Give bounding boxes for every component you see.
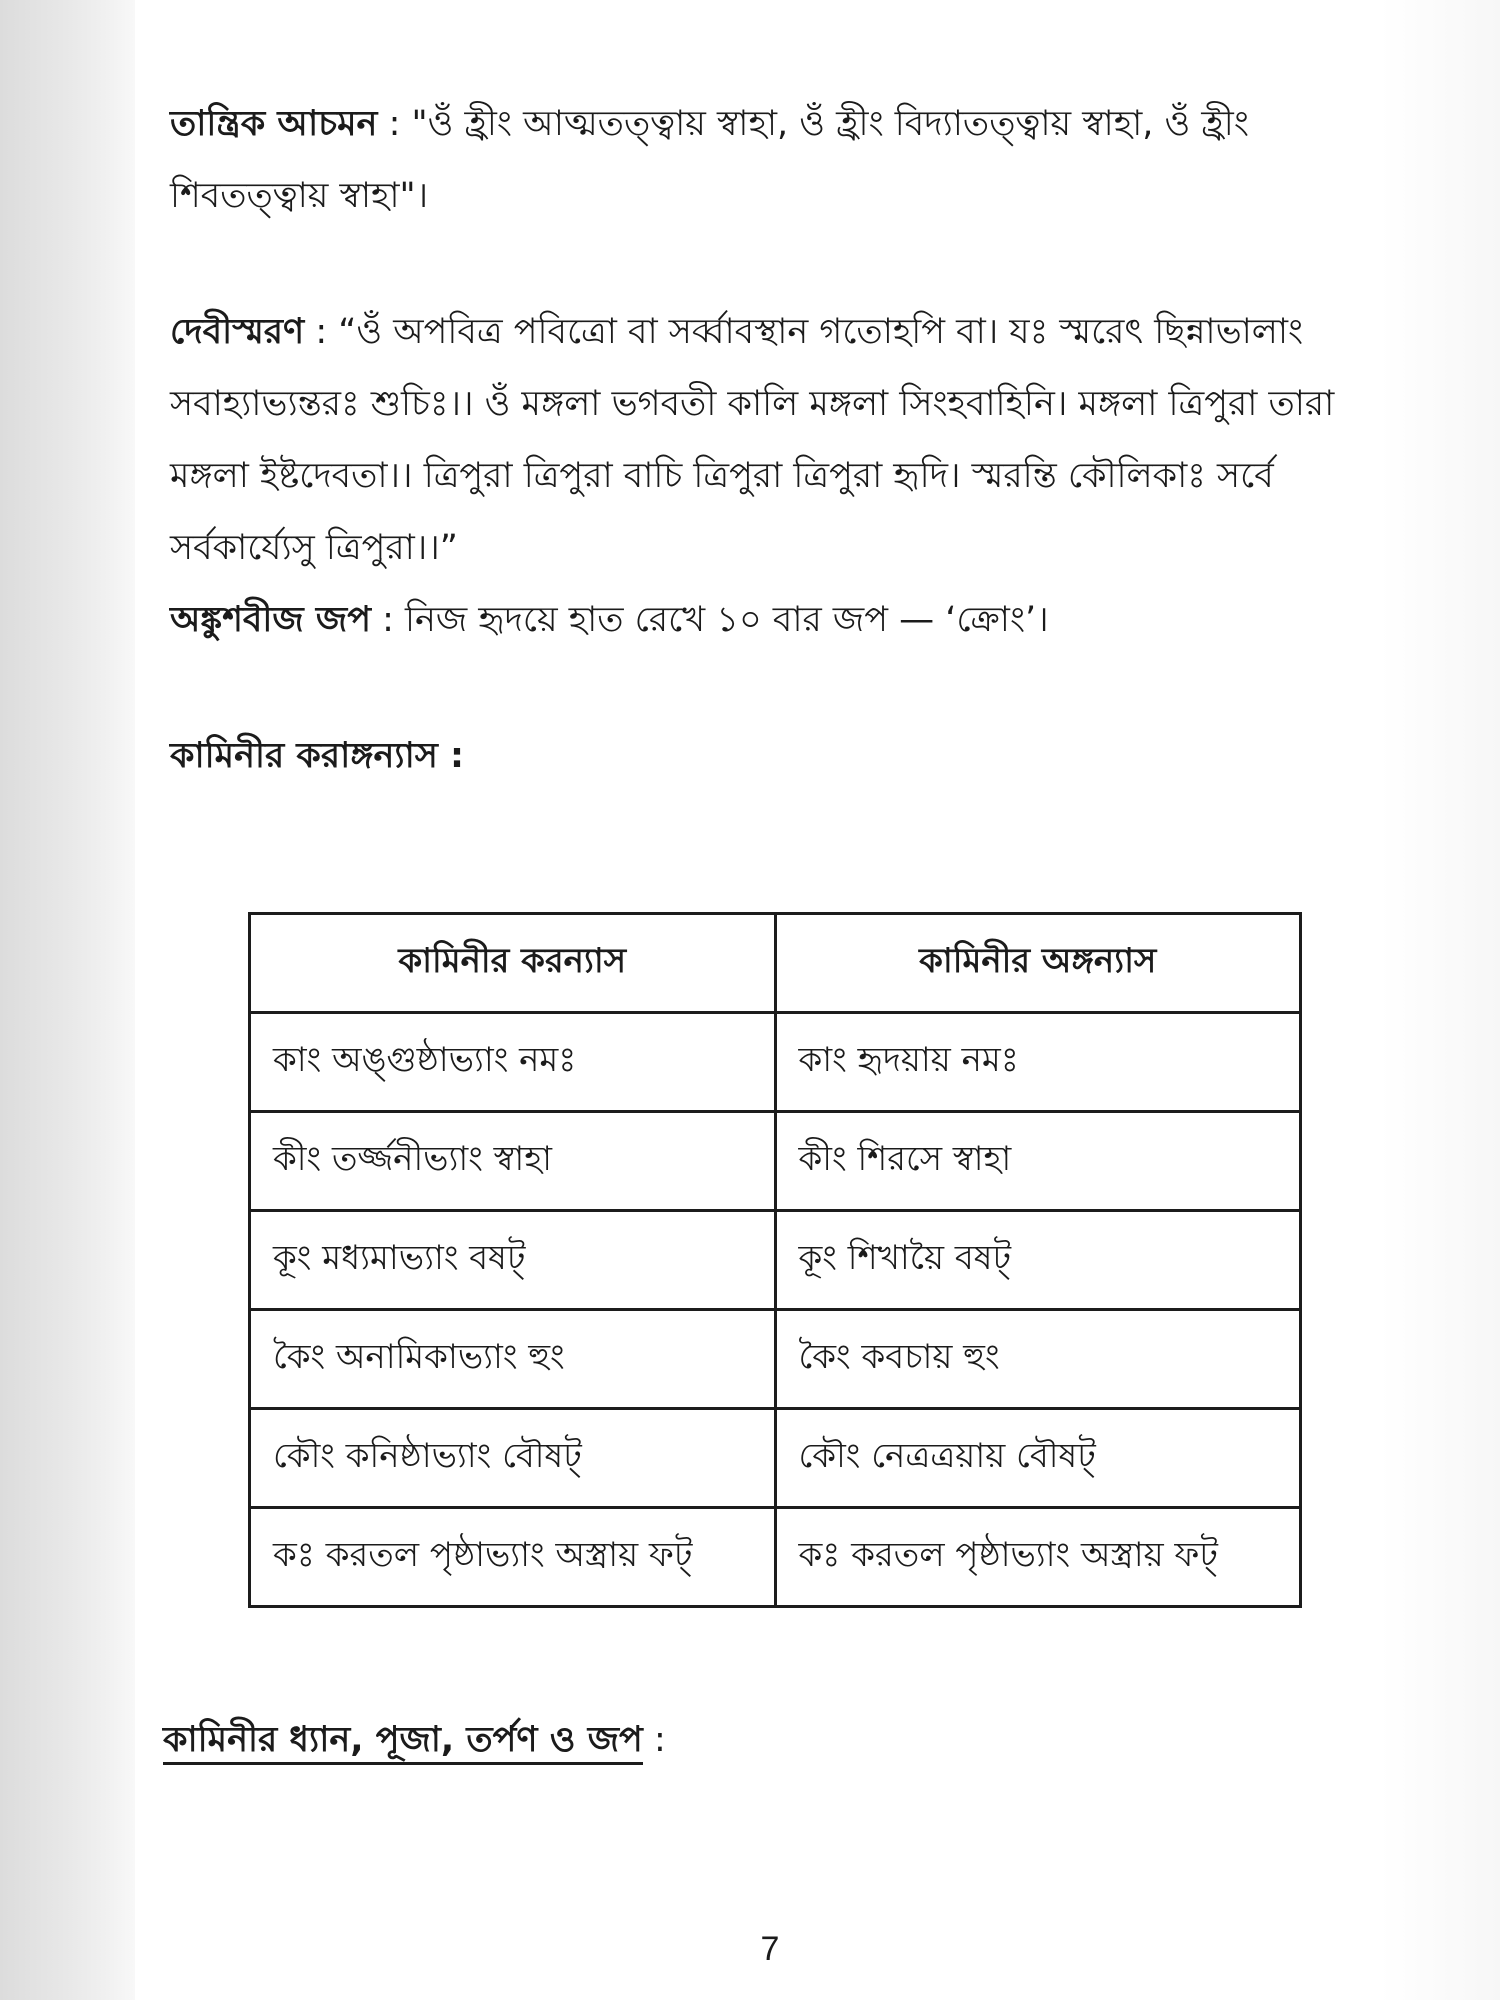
page-body — [170, 88, 1360, 786]
table-cell: কৈং কবচায় হুং — [775, 1310, 1301, 1409]
paragraph-text: "ওঁ হ্রীং আত্মতত্ত্বায় স্বাহা, ওঁ হ্রীং বিদ্যাতত্ত্বায় স্বাহা, ওঁ হ্রীং শিবতত্ত্বায় স্বাহা"। — [170, 104, 1249, 216]
table-cell: কাং অঙ্গুষ্ঠাভ্যাং নমঃ — [250, 1013, 776, 1112]
paragraph-label: অঙ্কুশবীজ জপ — [170, 600, 371, 640]
section-heading-dhyan-puja — [163, 1712, 666, 1768]
table-cell: কীং শিরসে স্বাহা — [775, 1112, 1301, 1211]
table-row — [250, 1508, 1301, 1607]
section-heading-karanganyas: কামিনীর করাঙ্গন্যাস : — [170, 736, 465, 776]
column-header-karanyas: কামিনীর করন্যাস — [250, 914, 776, 1013]
column-header-anganyas: কামিনীর অঙ্গন্যাস — [775, 914, 1301, 1013]
table-cell: কঃ করতল পৃষ্ঠাভ্যাং অস্ত্রায় ফট্ — [250, 1508, 776, 1607]
table-cell: কঃ করতল পৃষ্ঠাভ্যাং অস্ত্রায় ফট্ — [775, 1508, 1301, 1607]
page-number: 7 — [760, 1930, 780, 1968]
underlined-heading-text: কামিনীর ধ্যান, পূজা, তর্পণ ও জপ — [163, 1720, 643, 1765]
table-header-row — [250, 914, 1301, 1013]
paragraph-label: দেবীস্মরণ — [170, 312, 305, 352]
page-edge — [1380, 0, 1500, 2000]
table-row — [250, 1211, 1301, 1310]
paragraph-text: নিজ হৃদয়ে হাত রেখে ১০ বার জপ — ‘ক্রোং’। — [405, 600, 1049, 640]
nyasa-table — [248, 912, 1302, 1608]
table-row — [250, 1013, 1301, 1112]
table-row — [250, 1409, 1301, 1508]
page-gutter-shadow — [0, 0, 135, 2000]
table-cell: কাং হৃদয়ায় নমঃ — [775, 1013, 1301, 1112]
paragraph-ankusha-beej-jap — [170, 584, 1360, 656]
table-cell: কৌং কনিষ্ঠাভ্যাং বৌষট্ — [250, 1409, 776, 1508]
heading-colon: : — [642, 1720, 666, 1760]
table-row — [250, 1310, 1301, 1409]
paragraph-devi-smaran — [170, 296, 1360, 584]
table-cell: কৌং নেত্রত্রয়ায় বৌষট্ — [775, 1409, 1301, 1508]
label-separator: : — [370, 600, 406, 640]
table-cell: কীং তর্জ্জনীভ্যাং স্বাহা — [250, 1112, 776, 1211]
paragraph-text: “ওঁ অপবিত্র পবিত্রো বা সর্ব্বাবস্থান গতোহপি বা। যঃ স্মরেৎ ছিন্নাভালাং সবাহ্যাভ্যন্তরঃ শুচিঃ।। ওঁ মঙ্গলা ভগবতী কালি মঙ্গলা সিংহবাহিনি। মঙ্গলা ত্রিপুরা তারা মঙ্গলা ইষ্টদেবতা।। ত্রিপুরা ত্রিপুরা বাচি ত্রিপুরা ত্রিপুরা হৃদি। স্মরন্তি কৌলিকাঃ সর্বে সর্বকার্য্যেসু ত্রিপুরা।।” — [170, 312, 1335, 568]
label-separator: : — [377, 104, 412, 144]
nyasa-table-container — [248, 912, 1302, 1608]
table-cell: কূং মধ্যমাভ্যাং বষট্ — [250, 1211, 776, 1310]
paragraph-label: তান্ত্রিক আচমন — [170, 104, 378, 144]
table-row — [250, 1112, 1301, 1211]
table-cell: কূং শিখায়ৈ বষট্ — [775, 1211, 1301, 1310]
label-separator: : — [304, 312, 339, 352]
table-cell: কৈং অনামিকাভ্যাং হুং — [250, 1310, 776, 1409]
paragraph-tantrik-achaman — [170, 88, 1360, 232]
